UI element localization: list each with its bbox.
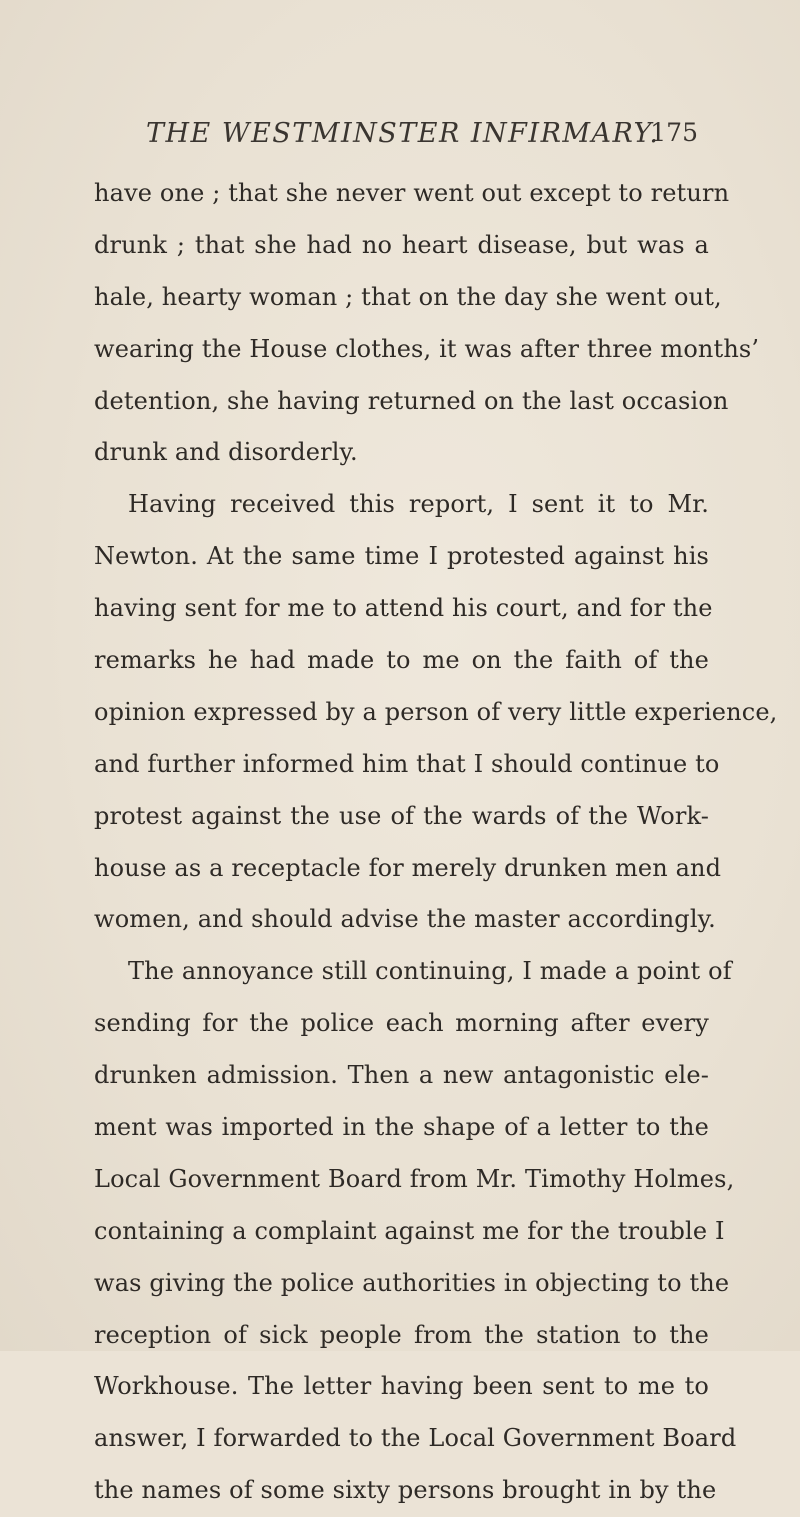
text-line: drunk ; that she had no heart disease, but was a <box>94 230 709 259</box>
text-line: hale, hearty woman ; that on the day she went out, <box>94 282 722 311</box>
text-line: remarks he had made to me on the faith of the <box>94 646 709 675</box>
text-line: wearing the House clothes, it was after three months’ <box>94 334 760 363</box>
text-line: Having received this report, I sent it to Mr. <box>128 490 709 519</box>
text-line: reception of sick people from the station to the <box>94 1320 709 1349</box>
text-line: Local Government Board from Mr. Timothy Holmes, <box>94 1164 735 1193</box>
body-text <box>94 168 778 1517</box>
text-line: Workhouse. The letter having been sent to me to <box>94 1372 709 1401</box>
text-line: answer, I forwarded to the Local Government Board <box>94 1424 737 1453</box>
text-line: containing a complaint against me for the trouble I <box>94 1216 725 1245</box>
text-line: sending for the police each morning after every <box>94 1009 709 1038</box>
text-line: was giving the police authorities in objecting to the <box>94 1268 730 1297</box>
page-number: 175 <box>650 118 698 147</box>
text-line: ment was imported in the shape of a letter to the <box>94 1113 709 1142</box>
text-line: women, and should advise the master accordingly. <box>94 905 716 934</box>
running-title: THE WESTMINSTER INFIRMARY. <box>146 118 660 149</box>
text-line: Newton. At the same time I protested against his <box>94 542 709 571</box>
text-line: having sent for me to attend his court, and for the <box>94 594 713 623</box>
text-line: have one ; that she never went out except to return <box>94 179 730 207</box>
text-line: house as a receptacle for merely drunken men and <box>94 853 722 882</box>
text-line: The annoyance still continuing, I made a point of <box>128 957 732 986</box>
text-line: opinion expressed by a person of very little experience, <box>94 697 778 726</box>
text-line: drunken admission. Then a new antagonistic ele- <box>94 1061 709 1090</box>
text-line: and further informed him that I should continue to <box>94 749 720 778</box>
page-header <box>146 118 706 158</box>
text-line: the names of some sixty persons brought in by the <box>94 1476 717 1505</box>
text-line: drunk and disorderly. <box>94 438 358 467</box>
text-line: detention, she having returned on the last occasion <box>94 386 729 415</box>
text-line: protest against the use of the wards of the Work- <box>94 801 709 830</box>
